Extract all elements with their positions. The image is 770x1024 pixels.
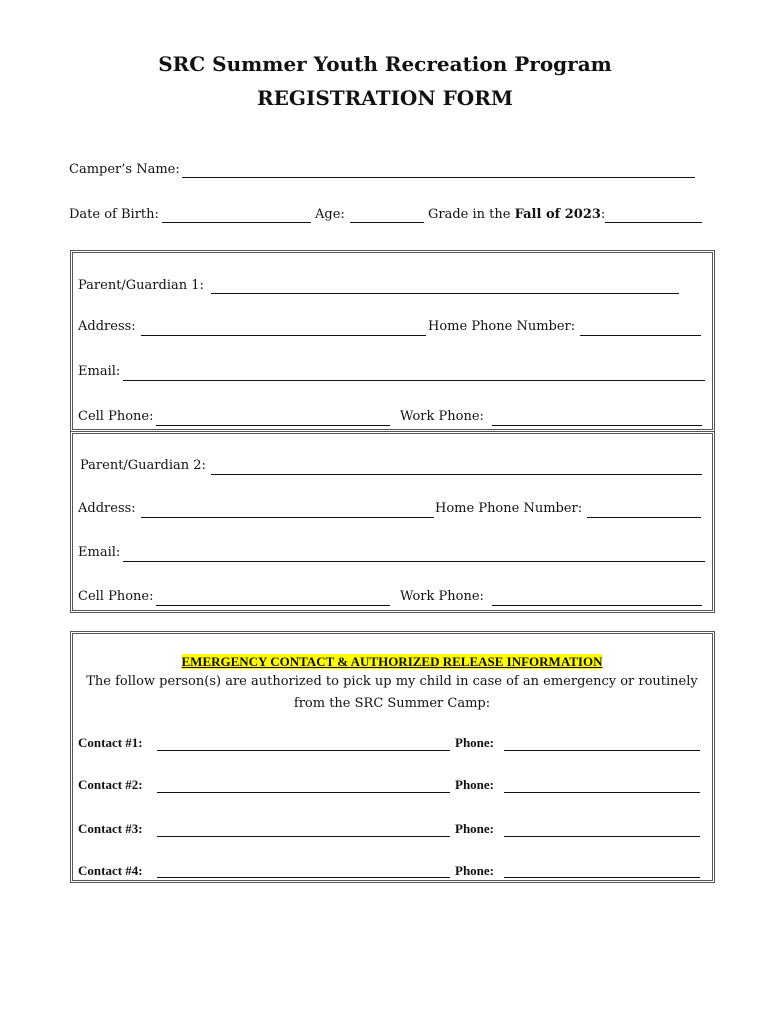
- authorization-text-line-1: The follow person(s) are authorized to pick up my child in case of an emergency or routinely: [86, 674, 698, 689]
- campers-name-label: Camper’s Name:: [69, 162, 180, 177]
- guardian-1-work-label: Work Phone:: [400, 409, 484, 424]
- guardian-2-email-field[interactable]: [123, 561, 705, 562]
- guardian-1-home-phone-field[interactable]: [580, 335, 701, 336]
- form-subtitle: REGISTRATION FORM: [257, 86, 513, 110]
- contact-2-phone-label: Phone:: [455, 777, 494, 792]
- guardian-2-name-label: Parent/Guardian 2:: [80, 458, 206, 473]
- grade-field[interactable]: [605, 222, 702, 223]
- guardian-2-work-label: Work Phone:: [400, 589, 484, 604]
- guardian-2-address-label: Address:: [78, 501, 136, 516]
- age-field[interactable]: [350, 222, 424, 223]
- guardian-2-name-field[interactable]: [211, 474, 702, 475]
- guardian-2-cell-label: Cell Phone:: [78, 589, 154, 604]
- guardian-1-name-field[interactable]: [211, 293, 679, 294]
- guardian-2-home-phone-field[interactable]: [587, 517, 701, 518]
- contact-3-name-field[interactable]: [157, 836, 450, 837]
- contact-3-phone-field[interactable]: [504, 836, 700, 837]
- guardian-2-work-field[interactable]: [492, 605, 702, 606]
- campers-name-field[interactable]: [182, 177, 695, 178]
- guardian-1-cell-field[interactable]: [156, 425, 390, 426]
- guardian-1-cell-label: Cell Phone:: [78, 409, 154, 424]
- contact-1-phone-label: Phone:: [455, 735, 494, 750]
- contact-4-phone-field[interactable]: [504, 877, 700, 878]
- authorization-text-line-2: from the SRC Summer Camp:: [293, 696, 491, 711]
- contact-2-phone-field[interactable]: [504, 792, 700, 793]
- contact-1-label: Contact #1:: [78, 735, 143, 750]
- contact-4-phone-label: Phone:: [455, 863, 494, 878]
- emergency-contact-heading: EMERGENCY CONTACT & AUTHORIZED RELEASE INFORMATION: [181, 654, 603, 669]
- guardian-2-home-phone-label: Home Phone Number:: [435, 501, 583, 516]
- contact-1-name-field[interactable]: [157, 750, 450, 751]
- contact-1-phone-field[interactable]: [504, 750, 700, 751]
- guardian-1-work-field[interactable]: [492, 425, 702, 426]
- guardian-1-address-field[interactable]: [141, 335, 426, 336]
- guardian-2-email-label: Email:: [78, 545, 121, 560]
- guardian-2-cell-field[interactable]: [156, 605, 390, 606]
- guardian-1-name-label: Parent/Guardian 1:: [78, 278, 204, 293]
- guardian-1-home-phone-label: Home Phone Number:: [428, 319, 576, 334]
- contact-2-label: Contact #2:: [78, 777, 143, 792]
- contact-3-phone-label: Phone:: [455, 821, 494, 836]
- date-of-birth-field[interactable]: [162, 222, 311, 223]
- contact-3-label: Contact #3:: [78, 821, 143, 836]
- grade-label: Grade in the Fall of 2023:: [428, 207, 606, 222]
- guardian-2-address-field[interactable]: [141, 517, 434, 518]
- guardian-1-email-label: Email:: [78, 364, 121, 379]
- authorization-text: [72, 671, 712, 715]
- guardian-1-email-field[interactable]: [123, 380, 705, 381]
- age-label: Age:: [315, 207, 345, 222]
- contact-2-name-field[interactable]: [157, 792, 450, 793]
- date-of-birth-label: Date of Birth:: [69, 207, 159, 222]
- contact-4-label: Contact #4:: [78, 863, 143, 878]
- contact-4-name-field[interactable]: [157, 877, 450, 878]
- guardian-1-address-label: Address:: [78, 319, 136, 334]
- form-title: SRC Summer Youth Recreation Program: [158, 52, 612, 76]
